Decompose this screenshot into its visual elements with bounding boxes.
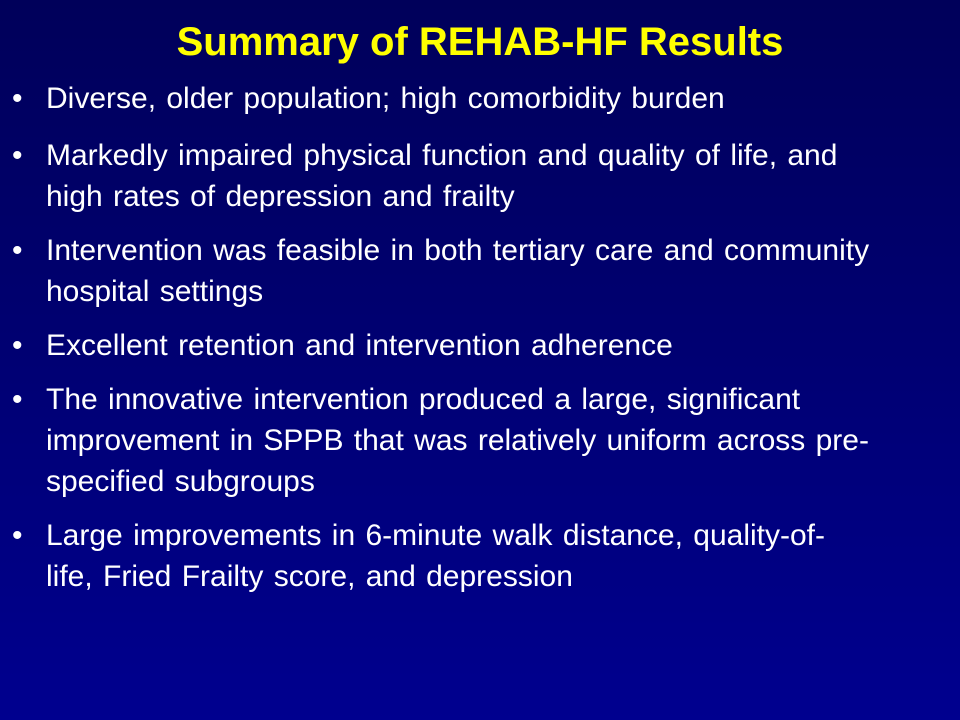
bullet-text: The innovative intervention produced a large, significant improvement in SPPB that was relatively uniform across pre-specified subgroups [46,383,869,498]
bullet-icon: • [12,82,23,115]
slide-title: Summary of REHAB-HF Results [176,20,784,64]
bullet-text: Excellent retention and intervention adherence [46,329,673,362]
bullet-text: Large improvements in 6-minute walk distance, quality-of-life, Fried Frailty score, and depression [46,519,826,593]
bullet-icon: • [12,329,23,362]
bullet-text: Intervention was feasible in both tertiary care and community hospital settings [46,234,870,308]
bullet-icon: • [12,383,23,416]
bullet-item [0,379,900,502]
bullet-icon: • [12,234,23,267]
bullet-item [0,230,900,312]
bullet-item [0,135,900,217]
bullet-text: Diverse, older population; high comorbidity burden [46,82,725,115]
bullet-text: Markedly impaired physical function and quality of life, and high rates of depression and frailty [46,139,838,213]
bullet-list [0,78,900,610]
bullet-item [0,515,900,597]
bullet-icon: • [12,519,23,552]
bullet-icon: • [12,139,23,172]
bullet-item [0,78,900,119]
bullet-item [0,325,900,366]
